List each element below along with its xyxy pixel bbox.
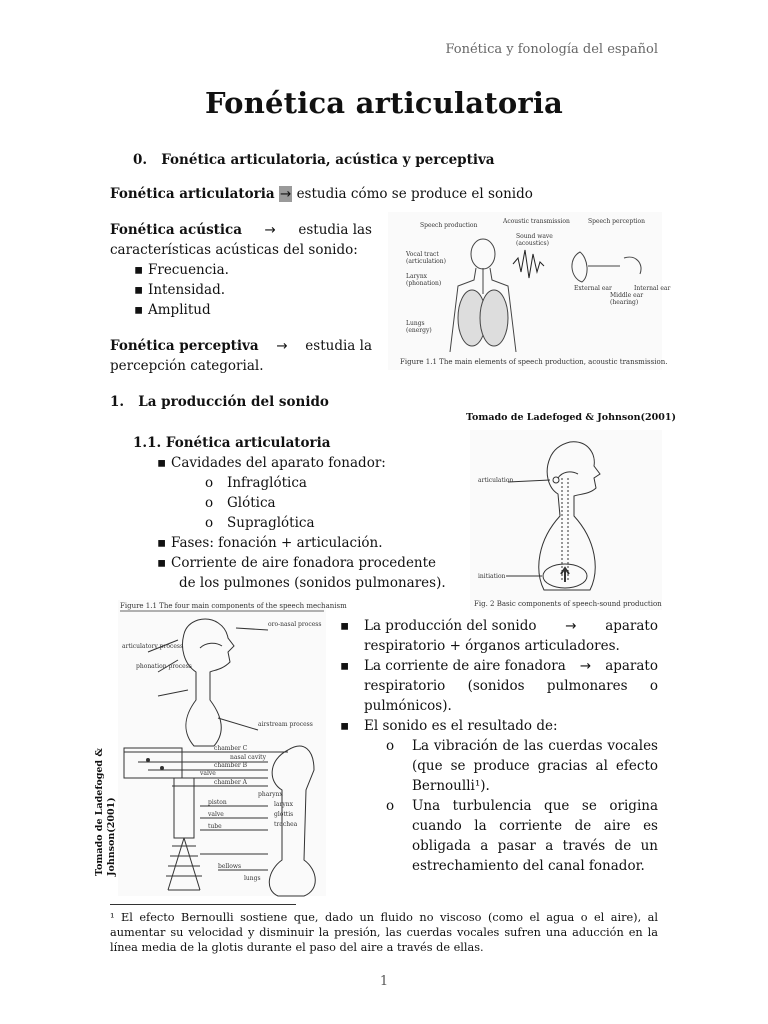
fig-label: Vocal tract: [406, 251, 439, 258]
fig-label: nasal cavity: [230, 754, 266, 761]
fig-label: chamber C: [214, 745, 248, 752]
bullet-icon: ▪: [340, 718, 350, 734]
fig-caption: Figure 1.1 The main elements of speech production, acoustic transmission.: [400, 358, 668, 366]
fig-label: valve: [200, 770, 216, 777]
list-item: ▪ Amplitud: [134, 302, 211, 318]
running-head: Fonética y fonología del español: [445, 42, 658, 57]
fig-label: initiation: [478, 573, 506, 580]
fig-label: articulatory process: [122, 643, 184, 650]
fig-label: (articulation): [406, 258, 446, 265]
list-item-continuation: de los pulmones (sonidos pulmonares).: [179, 575, 446, 591]
bullet-icon: ▪: [157, 455, 167, 471]
sub-list-item: o La vibración de las cuerdas vocales (que se produce gracias al efecto Bernoulli¹).: [386, 738, 658, 794]
fig-label: Speech production: [420, 222, 478, 229]
fig-label: valve: [208, 811, 224, 818]
fig-label: pharynx: [258, 791, 283, 798]
subsection-heading: 1.1. Fonética articulatoria: [133, 435, 331, 451]
def-perceptiva: [110, 336, 372, 376]
section-number: 1.: [110, 394, 125, 410]
list-item: ▪ Fases: fonación + articulación.: [157, 535, 383, 551]
fig-label: Middle ear: [610, 292, 644, 299]
sub-list-item: o Una turbulencia que se origina cuando la corriente de aire es obligada a pasar a través de un estrechamiento del canal fonador.: [386, 798, 658, 874]
fig-label: trachea: [274, 821, 298, 828]
definition-end: percepción categorial.: [110, 358, 264, 374]
fig-label: articulation: [478, 477, 514, 484]
bullet-icon: ▪: [134, 262, 144, 278]
arrow-icon: →: [579, 658, 592, 674]
fig-label: oro-nasal process: [268, 621, 322, 628]
ear-illustration: [572, 252, 641, 282]
fig-label: Sound wave: [516, 233, 553, 240]
bullet-icon: o: [205, 475, 214, 491]
side-credit: Tomado de Ladefoged & Johnson(2001): [94, 748, 117, 876]
speech-mechanism-figure: [118, 600, 347, 896]
bullet-icon: o: [205, 515, 214, 531]
list-item: o Infraglótica: [205, 475, 307, 491]
def-acustica: [110, 220, 372, 320]
term: Fonética perceptiva: [110, 338, 259, 354]
fig-label: airstream process: [258, 721, 313, 728]
page-number: 1: [379, 974, 389, 989]
section-0-heading: [133, 152, 495, 168]
bullet-icon: ▪: [340, 658, 350, 674]
bullet-icon: ▪: [157, 555, 167, 571]
definition-start: estudia las: [298, 222, 372, 238]
fig-label: lungs: [244, 875, 261, 882]
speech-chain-figure: [388, 212, 671, 370]
bullet-icon: o: [205, 495, 214, 511]
figure-credit: Tomado de Ladefoged & Johnson(2001): [466, 412, 676, 423]
torso-illustration: [450, 239, 516, 352]
fig-label: Speech perception: [588, 218, 646, 225]
bullet-icon: ▪: [157, 535, 167, 551]
bullet-icon: ▪: [134, 302, 144, 318]
list-item: ▪ El sonido es el resultado de:: [340, 718, 558, 734]
bullet-icon: o: [386, 738, 395, 754]
fig-label: (acoustics): [516, 240, 549, 247]
definition: estudia cómo se produce el sonido: [296, 186, 533, 202]
fig-label: Internal ear: [634, 285, 671, 292]
section-1-heading: [110, 394, 329, 410]
fig-label: (phonation): [406, 280, 442, 287]
section-1-1: [133, 433, 458, 593]
list-item: ▪ Frecuencia.: [134, 262, 229, 278]
fig-label: Lungs: [406, 320, 425, 327]
feature-list: [110, 260, 372, 320]
fig-label: tube: [208, 823, 222, 830]
list-item: ▪ Cavidades del aparato fonador:: [157, 455, 386, 471]
definition-end: características acústicas del sonido:: [110, 242, 358, 258]
fig-label: piston: [208, 799, 227, 806]
footnote: ¹ El efecto Bernoulli sostiene que, dado un fluido no viscoso (como el agua o el aire), al aumentar su velocidad y disminuir la presión, las cuerdas vocales sufren una aducción en la línea media de la glotis durante el paso del aire a través de ellas.: [110, 911, 658, 954]
production-bullets: [340, 616, 658, 876]
def-articulatoria: [110, 184, 533, 204]
list-item: ▪ La corriente de aire fonadora → aparato respiratorio (sonidos pulmonares o pulmónicos).: [340, 658, 658, 714]
fig-label: chamber A: [214, 779, 247, 786]
speech-components-figure: [470, 430, 662, 610]
list-item: o Supraglótica: [205, 515, 315, 531]
vocal-tract-illustration: [148, 619, 268, 746]
fig-label: bellows: [218, 863, 242, 870]
arrow-icon: →: [279, 186, 292, 202]
list-item: ▪ La producción del sonido → aparato respiratorio + órganos articuladores.: [340, 618, 658, 654]
arrow-icon: →: [264, 222, 276, 238]
head-profile-illustration: [506, 442, 600, 590]
fig-label: (energy): [406, 327, 432, 334]
page-title: Fonética articulatoria: [204, 86, 564, 120]
footnote-rule: [110, 904, 296, 905]
arrow-icon: →: [276, 338, 288, 354]
list-item: ▪ Corriente de aire fonadora procedente: [157, 555, 437, 571]
term: Fonética acústica: [110, 222, 243, 238]
section-title: La producción del sonido: [138, 394, 329, 410]
list-item: o Glótica: [205, 495, 276, 511]
section-number: 0.: [133, 152, 148, 168]
fig-label: chamber B: [214, 762, 248, 769]
fig-label: larynx: [274, 801, 294, 808]
term: Fonética articulatoria: [110, 186, 275, 202]
sound-wave-illustration: [513, 250, 544, 278]
bullet-icon: ▪: [134, 282, 144, 298]
fig-label: Acoustic transmission: [503, 218, 570, 225]
bullet-icon: o: [386, 798, 395, 814]
bullet-icon: ▪: [340, 618, 350, 634]
section-title: Fonética articulatoria, acústica y perceptiva: [161, 152, 495, 168]
list-item: ▪ Intensidad.: [134, 282, 226, 298]
arrow-icon: →: [565, 618, 577, 634]
fig-caption: Figure 1.1 The four main components of the speech mechanism: [120, 602, 347, 610]
fig-caption: Fig. 2 Basic components of speech-sound production: [474, 600, 662, 608]
fig-label: External ear: [574, 285, 612, 292]
fig-label: Larynx: [406, 273, 428, 280]
fig-label: (hearing): [610, 299, 639, 306]
fig-label: phonation process: [136, 663, 192, 670]
definition-start: estudia la: [305, 338, 372, 354]
fig-label: glottis: [274, 811, 294, 818]
